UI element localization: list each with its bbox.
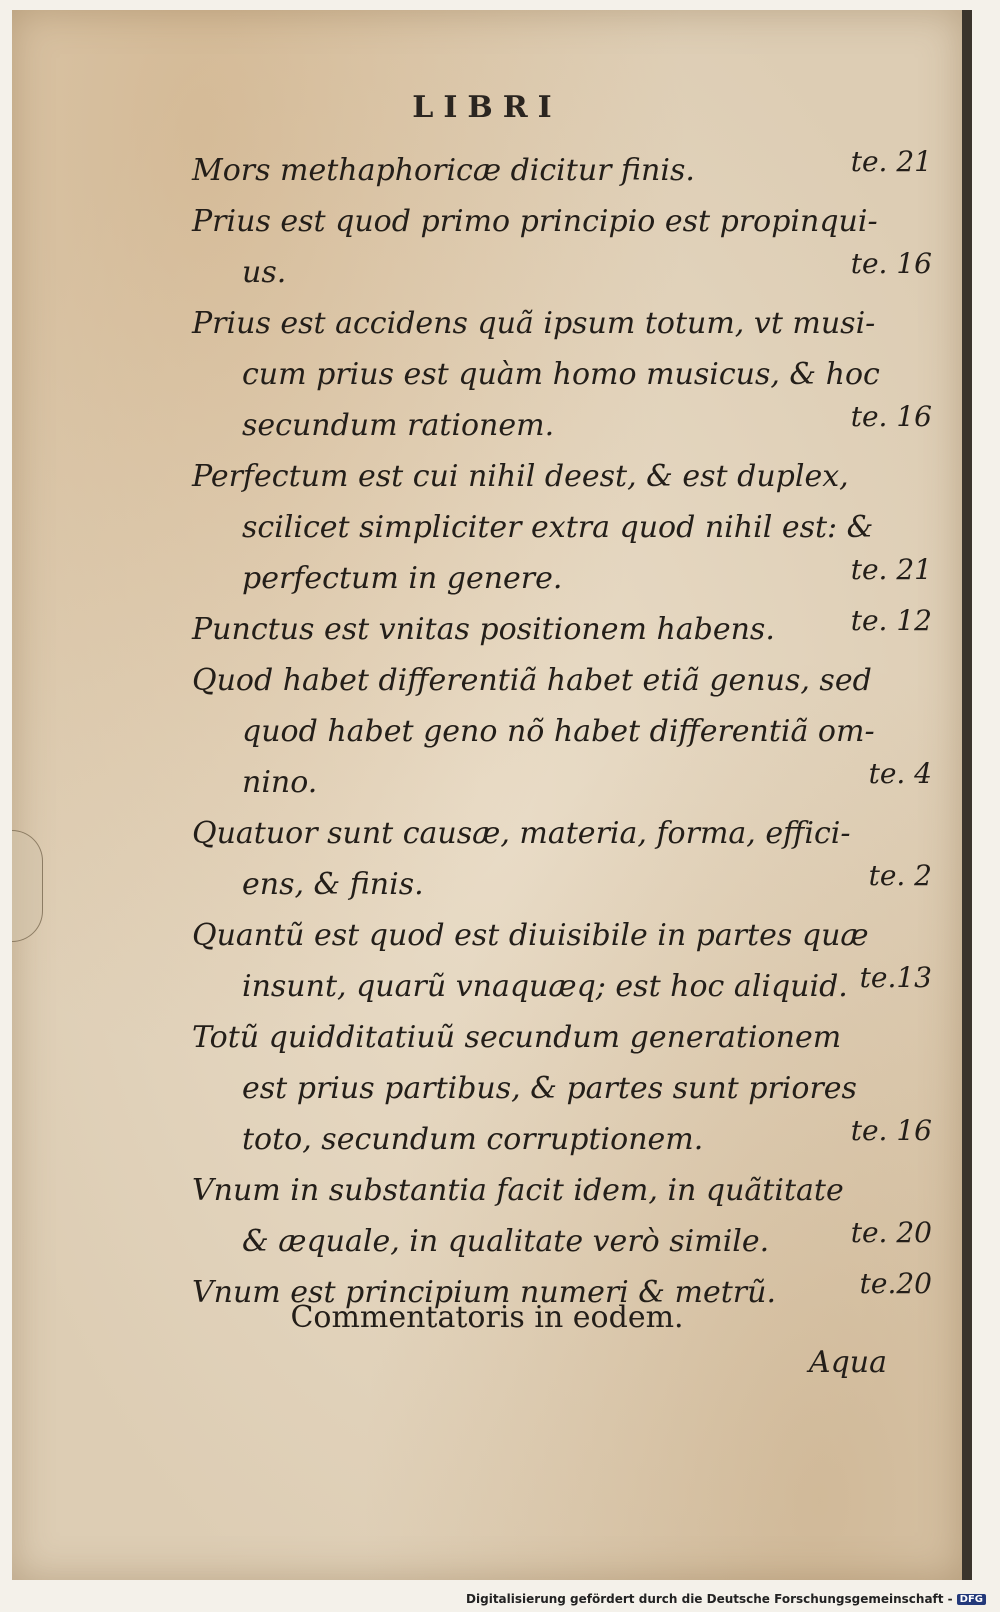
entry-line: Mors methaphoricæ dicitur finis.: [192, 153, 695, 188]
index-entry: [192, 1165, 932, 1267]
entry-line: Quantũ est quod est diuisibile in partes quæ: [192, 918, 869, 953]
book-page: [12, 10, 972, 1580]
entry-reference: te.20: [859, 1267, 932, 1300]
entry-line: Totũ quidditatiuũ secundum generationem: [192, 1020, 842, 1055]
index-entry: [192, 604, 932, 655]
entry-reference: te. 21: [850, 553, 932, 586]
entry-reference: te.13: [859, 961, 932, 994]
entry-line: scilicet simpliciter extra quod nihil est: &: [242, 510, 874, 545]
catchword: Aqua: [808, 1345, 887, 1380]
entry-line: & æquale, in qualitate verò simile.: [242, 1224, 770, 1259]
entry-line: insunt, quarũ vnaquæq; est hoc aliquid.: [242, 969, 848, 1004]
section-heading: Commentatoris in eodem.: [290, 1300, 684, 1335]
index-entry: [192, 451, 932, 604]
entry-line: secundum rationem.: [242, 408, 555, 443]
entry-reference: te. 16: [850, 1114, 932, 1147]
entry-line: nino.: [242, 765, 318, 800]
index-entry: [192, 655, 932, 808]
index-entry: [192, 1012, 932, 1165]
entry-line: Vnum in substantia facit idem, in quãtitate: [192, 1173, 844, 1208]
running-head: LIBRI: [412, 90, 562, 125]
entry-line: Perfectum est cui nihil deest, & est duplex,: [192, 459, 849, 494]
entry-line: Vnum est principium numeri & metrũ.: [192, 1275, 777, 1310]
entry-line: us.: [242, 255, 287, 290]
entry-reference: te. 16: [850, 400, 932, 433]
entry-line: Quod habet differentiã habet etiã genus, sed: [192, 663, 872, 698]
entry-reference: te. 16: [850, 247, 932, 280]
index-entry: [192, 298, 932, 451]
dfg-logo: DFG: [957, 1594, 986, 1605]
page-edge-tab: [12, 830, 43, 942]
digitization-credit: [466, 1592, 986, 1606]
entry-line: Punctus est vnitas positionem habens.: [192, 612, 775, 647]
entry-reference: te. 20: [850, 1216, 932, 1249]
index-entry: [192, 808, 932, 910]
entry-reference: te. 12: [850, 604, 932, 637]
entry-line: Prius est accidens quã ipsum totum, vt musi-: [192, 306, 876, 341]
index-entry: [192, 145, 932, 196]
entry-line: Prius est quod primo principio est propinqui-: [192, 204, 878, 239]
index-entries: [192, 145, 932, 1318]
entry-line: est prius partibus, & partes sunt priores: [242, 1071, 857, 1106]
entry-reference: te. 2: [868, 859, 932, 892]
entry-line: ens, & finis.: [242, 867, 424, 902]
entry-reference: te. 21: [850, 145, 932, 178]
entry-line: perfectum in genere.: [242, 561, 563, 596]
entry-reference: te. 4: [868, 757, 932, 790]
entry-line: toto, secundum corruptionem.: [242, 1122, 704, 1157]
index-entry: [192, 196, 932, 298]
entry-line: cum prius est quàm homo musicus, & hoc: [242, 357, 880, 392]
entry-line: quod habet geno nõ habet differentiã om-: [242, 714, 875, 749]
credit-text: Digitalisierung gefördert durch die Deutsche Forschungsgemeinschaft -: [466, 1592, 953, 1606]
index-entry: [192, 910, 932, 1012]
entry-line: Quatuor sunt causæ, materia, forma, effici-: [192, 816, 851, 851]
